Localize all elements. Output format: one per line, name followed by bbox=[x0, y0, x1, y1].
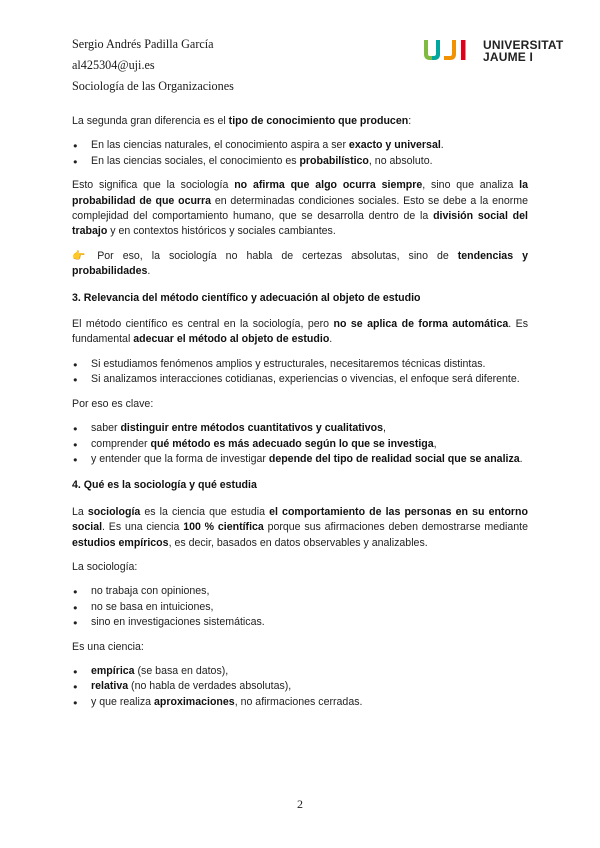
bullet-list bbox=[72, 664, 528, 710]
list-item bbox=[72, 421, 528, 436]
bold-text: aproximaciones bbox=[154, 695, 235, 708]
bullet-list bbox=[72, 584, 528, 630]
paragraph bbox=[72, 114, 528, 129]
text-run: , bbox=[383, 422, 386, 435]
list-item bbox=[72, 600, 528, 615]
paragraph: La sociología: bbox=[72, 560, 138, 573]
bold-text: estudios empíricos bbox=[72, 536, 169, 549]
text-run: En las ciencias naturales, el conocimiento aspira a ser bbox=[91, 139, 349, 152]
text-run: : bbox=[408, 115, 412, 127]
text-run: . Es una ciencia bbox=[102, 521, 184, 534]
list-item bbox=[72, 357, 528, 372]
logo-text-line2: JAUME I bbox=[483, 50, 534, 64]
bullet-list bbox=[72, 138, 528, 169]
list-item bbox=[72, 615, 528, 630]
bold-text: relativa bbox=[91, 680, 129, 693]
text-run: Por eso, la sociología no habla de certezas absolutas, sino de bbox=[88, 249, 458, 262]
text-run: Si estudiamos fenómenos amplios y estructurales, necesitaremos técnicas distintas. bbox=[91, 357, 486, 370]
bold-text: no afirma que algo ocurra siempre bbox=[234, 179, 423, 192]
text-run: sino en investigaciones sistemáticas. bbox=[91, 616, 265, 629]
text-run: , no afirmaciones cerradas. bbox=[234, 695, 363, 708]
bold-text: probabilístico bbox=[299, 154, 369, 167]
bold-text: adecuar el método al objeto de estudio bbox=[133, 333, 330, 346]
document-body bbox=[72, 114, 528, 710]
bold-text: el comportamiento de las personas en su entorno social bbox=[72, 505, 528, 534]
page-number: 2 bbox=[297, 797, 303, 811]
logo-text-line1: UNIVERSITAT bbox=[483, 38, 564, 52]
note-paragraph bbox=[72, 249, 528, 280]
pointing-hand-icon: 👉 bbox=[72, 249, 86, 262]
text-run: saber bbox=[91, 422, 121, 435]
bold-text: la probabilidad de que ocurra bbox=[72, 179, 529, 207]
text-run: , bbox=[433, 437, 437, 450]
paragraph: Por eso es clave: bbox=[72, 397, 154, 410]
text-run: Si analizamos interacciones cotidianas, experiencias o vivencias, el enfoque será diferente. bbox=[91, 373, 520, 386]
text-run: La segunda gran diferencia es el bbox=[72, 115, 229, 127]
text-run: es la ciencia que estudia bbox=[140, 505, 270, 518]
text-run: . bbox=[329, 333, 333, 346]
text-run: porque sus afirmaciones deben demostrarse mediante bbox=[263, 521, 529, 534]
list-item bbox=[72, 452, 528, 467]
text-run: . bbox=[147, 265, 151, 278]
note-text bbox=[72, 250, 528, 277]
bullet-list bbox=[72, 421, 528, 467]
text-run: , sino que analiza bbox=[422, 179, 520, 192]
text-run: El método científico es central en la sociología, pero bbox=[72, 318, 334, 331]
bold-text: distinguir entre métodos cuantitativos y cualitativos bbox=[120, 422, 383, 435]
text-run: no trabaja con opiniones, bbox=[91, 585, 210, 598]
text-run: La bbox=[72, 505, 88, 518]
bold-text: sociología bbox=[87, 505, 141, 518]
list-item bbox=[72, 664, 528, 679]
list-item bbox=[72, 372, 528, 387]
text-run: (no habla de verdades absolutas), bbox=[128, 680, 292, 693]
text-run: , es decir, basados en datos observables y analizables. bbox=[168, 536, 428, 549]
bold-text: tendencias y probabilidades bbox=[72, 249, 528, 278]
text-run: . Es fundamental bbox=[72, 318, 529, 346]
paragraph: Es una ciencia: bbox=[72, 640, 144, 653]
text-run: En las ciencias sociales, el conocimiento es bbox=[91, 154, 300, 167]
text-run: y entender que la forma de investigar bbox=[91, 452, 269, 465]
bold-text: tipo de conocimiento que producen bbox=[228, 115, 409, 127]
bold-text: no se aplica de forma automática bbox=[333, 318, 509, 331]
section-heading-4: 4. Qué es la sociología y qué estudia bbox=[72, 479, 257, 492]
header-email: al425304@uji.es bbox=[72, 58, 155, 72]
university-logo bbox=[423, 36, 573, 66]
text-run: (se basa en datos), bbox=[134, 664, 229, 677]
list-item bbox=[72, 154, 528, 169]
paragraph bbox=[72, 317, 528, 348]
bold-text: 100 % científica bbox=[183, 521, 264, 534]
list-item bbox=[72, 695, 528, 710]
bold-text: qué método es más adecuado según lo que se investiga bbox=[150, 437, 434, 450]
list-item bbox=[72, 437, 528, 452]
list-item bbox=[72, 138, 528, 153]
text-run: y que realiza bbox=[91, 695, 155, 708]
text-run: , no absoluto. bbox=[368, 154, 433, 167]
list-item bbox=[72, 584, 528, 599]
bold-text: empírica bbox=[91, 664, 135, 677]
bullet-list bbox=[72, 357, 528, 388]
uji-logo-mark bbox=[423, 38, 475, 62]
text-run: Esto significa que la sociología bbox=[72, 179, 235, 192]
bold-text: depende del tipo de realidad social que se analiza bbox=[268, 452, 520, 465]
bold-text: división social del trabajo bbox=[72, 210, 528, 238]
bold-text: exacto y universal bbox=[348, 139, 441, 152]
text-run: no se basa en intuiciones, bbox=[91, 600, 214, 613]
text-run: comprender bbox=[91, 437, 151, 450]
section-heading-3: 3. Relevancia del método científico y adecuación al objeto de estudio bbox=[72, 291, 421, 304]
paragraph bbox=[72, 505, 528, 551]
paragraph bbox=[72, 178, 528, 240]
text-run: y en contextos históricos y sociales cambiantes. bbox=[107, 225, 336, 238]
header-course: Sociología de las Organizaciones bbox=[72, 79, 234, 93]
text-run: en determinadas condiciones sociales. Esto se debe a la enorme complejidad del comportamiento humano, que se desarrolla dentro de la bbox=[72, 194, 528, 223]
header-author: Sergio Andrés Padilla García bbox=[72, 37, 214, 51]
text-run: . bbox=[440, 139, 444, 152]
list-item bbox=[72, 679, 528, 694]
text-run: . bbox=[519, 452, 523, 465]
